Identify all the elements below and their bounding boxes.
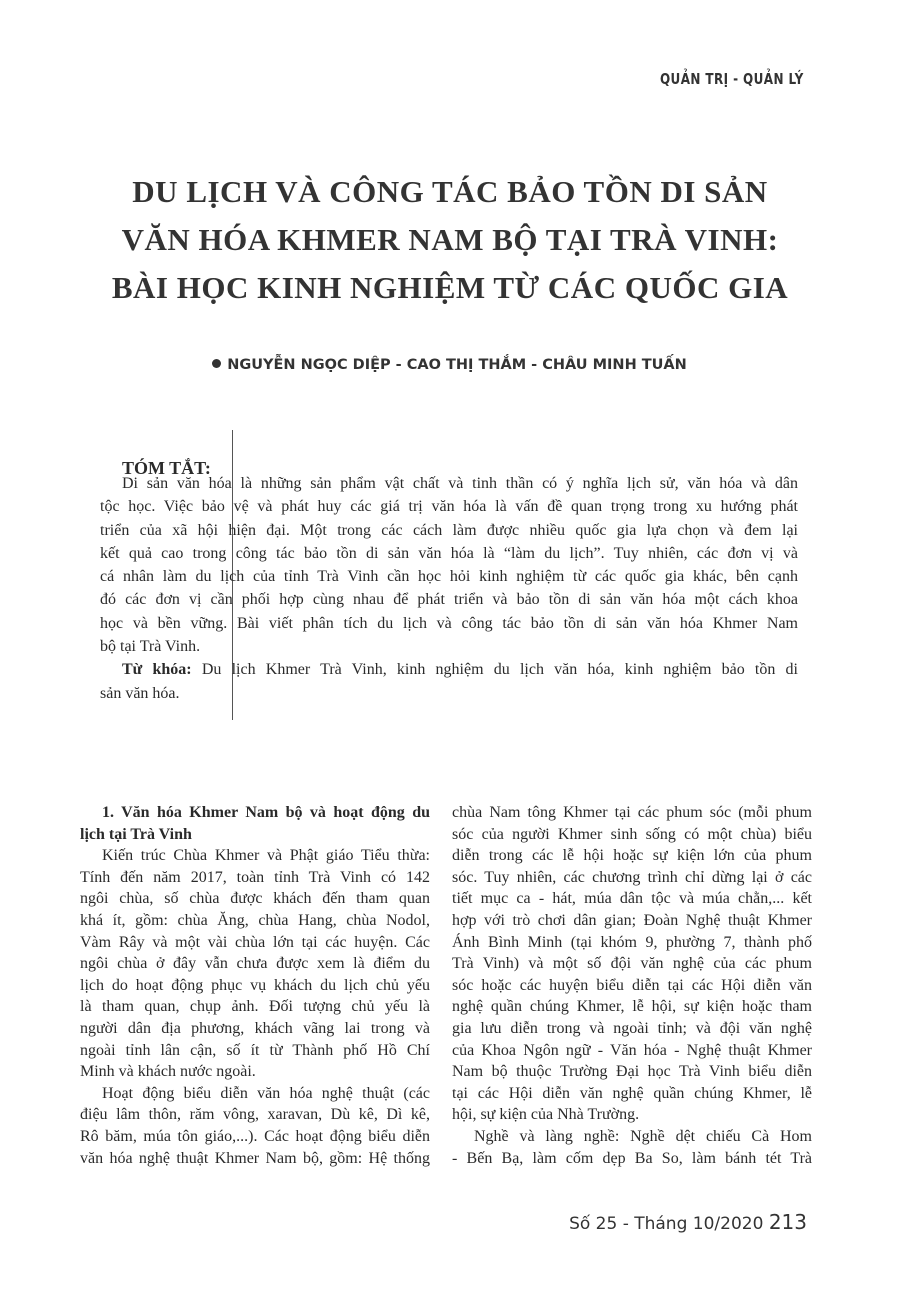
bullet-icon — [212, 359, 221, 368]
body-line: văn hóa nghệ thuật Khmer Nam bộ, gồm: Hệ thống — [80, 1149, 430, 1167]
abstract-line: tộc học. Việc bảo vệ và phát huy các giá trị văn hóa là vấn đề quan trọng trong xu hướng phát — [100, 498, 798, 516]
body-line: Hoạt động biểu diễn văn hóa nghệ thuật (các — [102, 1084, 430, 1102]
body-line: sóc. Tuy nhiên, các chương trình chỉ dừng lại ở các — [452, 868, 812, 886]
abstract-line: đó các đơn vị cần phối hợp cùng nhau để phát triển và bảo tồn di sản văn hóa một cách khoa — [100, 591, 798, 609]
body-line: ngôi chùa ở đây vẫn chưa được xem là điểm du — [80, 955, 430, 973]
abstract-line: kết quả cao trong công tác bảo tồn di sản văn hóa là “làm du lịch”. Tuy nhiên, các đơn vị và — [100, 544, 798, 562]
body-line: hợp với trò chơi dân gian; Đoàn Nghệ thuật Khmer — [452, 911, 812, 929]
body-line: là tham quan, chụp ảnh. Đối tượng chủ yếu là — [80, 998, 430, 1016]
abstract-line: Di sản văn hóa là những sản phẩm vật chất và tinh thần có ý nghĩa lịch sử, văn hóa và dân — [122, 475, 798, 492]
body-line: Nghề và làng nghề: Nghề dệt chiếu Cà Hom — [474, 1127, 812, 1145]
body-line: ngoài tỉnh lân cận, số ít từ Thành phố Hồ Chí — [80, 1041, 430, 1059]
body-line: người dân địa phương, khách vãng lai trong và — [80, 1019, 430, 1037]
body-line: Minh và khách nước ngoài. — [80, 1063, 256, 1081]
title-line: BÀI HỌC KINH NGHIỆM TỪ CÁC QUỐC GIA — [111, 270, 789, 305]
keywords — [100, 658, 798, 681]
body-line: tại các Hội diễn văn nghệ quần chúng Khmer, lễ — [452, 1084, 812, 1102]
keywords-text: Du lịch Khmer Trà Vinh, kinh nghiệm du lịch văn hóa, kinh nghiệm bảo tồn di — [191, 661, 798, 679]
section-heading: lịch tại Trà Vinh — [80, 825, 192, 843]
issue-info: Số 25 - Tháng 10/2020 — [569, 1214, 764, 1234]
body-line: nghệ quần chúng Khmer, lễ hội, sự kiện hoặc tham — [452, 998, 812, 1016]
column-right — [452, 802, 812, 1169]
title-line: VĂN HÓA KHMER NAM BỘ TẠI TRÀ VINH: — [121, 222, 779, 257]
abstract-line: học và bền vững. Bài viết phân tích du lịch và công tác bảo tồn di sản văn hóa Khmer Nam — [100, 614, 798, 632]
body-line: Nam bộ thuộc Trường Đại học Trà Vinh biểu diễn — [452, 1063, 812, 1081]
body-line: khá ít, gồm: chùa Ăng, chùa Hang, chùa Nodol, — [80, 911, 430, 929]
abstract-heading: TÓM TẮT: — [122, 458, 211, 478]
body-line: ngôi chùa, số chùa được khách đến tham quan — [80, 890, 430, 908]
keywords-line: sản văn hóa. — [100, 684, 180, 702]
authors — [0, 357, 899, 373]
body-line: diễn trong các lễ hội hoặc sự kiện lớn của phum — [452, 847, 812, 865]
body-line: sóc của người Khmer sinh sống có một chùa) biểu — [452, 825, 812, 843]
abstract-line: triển của xã hội hiện đại. Một trong các cách làm được nhiều quốc gia lựa chọn và đem lại — [100, 521, 798, 539]
body-line: Rô băm, múa tôn giáo,...). Các hoạt động biểu diễn — [80, 1127, 430, 1145]
title-line: DU LỊCH VÀ CÔNG TÁC BẢO TỒN DI SẢN — [132, 174, 768, 209]
section-header: QUẢN TRỊ - QUẢN LÝ — [660, 70, 804, 88]
abstract-line: cá nhân làm du lịch của tỉnh Trà Vinh cần học hỏi kinh nghiệm từ các quốc gia khác, bên cạnh — [100, 568, 798, 586]
page-number: 213 — [768, 1210, 807, 1234]
page-footer — [569, 1210, 807, 1234]
author-names: NGUYỄN NGỌC DIỆP - CAO THỊ THẮM - CHÂU MINH TUẤN — [227, 357, 687, 373]
body-line: tiết mục ca - hát, múa dân tộc và múa chằn,... kết — [452, 890, 812, 908]
body-line: của Khoa Ngôn ngữ - Văn hóa - Nghệ thuật Khmer — [452, 1041, 812, 1059]
body-line: hội, sự kiện của Nhà Trường. — [452, 1106, 640, 1124]
body-line: Tính đến năm 2017, toàn tỉnh Trà Vinh có 142 — [80, 868, 430, 886]
body-line: Kiến trúc Chùa Khmer và Phật giáo Tiểu thừa: — [102, 847, 430, 865]
abstract-line: bộ tại Trà Vinh. — [100, 638, 201, 656]
body-line: Trà Vinh) và một số đội văn nghệ của các phum — [452, 955, 812, 973]
keywords-label: Từ khóa: — [122, 661, 192, 679]
body-line: Ánh Bình Minh (tại khóm 9, phường 7, thành phố — [452, 933, 812, 951]
body-line: sóc hoặc các huyện biểu diễn tại các Hội diễn văn — [452, 976, 812, 994]
body-line: lịch do hoạt động phục vụ khách du lịch chủ yếu — [80, 976, 430, 994]
section-heading: 1. Văn hóa Khmer Nam bộ và hoạt động du — [102, 804, 430, 821]
body-line: điệu lâm thôn, răm vông, xaravan, Dù kê, Dì kê, — [80, 1106, 430, 1124]
body-line: chùa Nam tông Khmer tại các phum sóc (mỗi phum — [452, 804, 812, 821]
column-left — [80, 802, 430, 1169]
body-line: Vàm Rây và một vài chùa lớn tại các huyện. Các — [80, 933, 430, 951]
body-line: gia lưu diễn trong và ngoài tỉnh; và đội văn nghệ — [452, 1019, 812, 1037]
article-title — [60, 168, 840, 312]
body-line: - Bến Bạ, làm cốm dẹp Ba So, làm bánh tét Trà — [452, 1149, 812, 1167]
abstract — [100, 472, 798, 705]
